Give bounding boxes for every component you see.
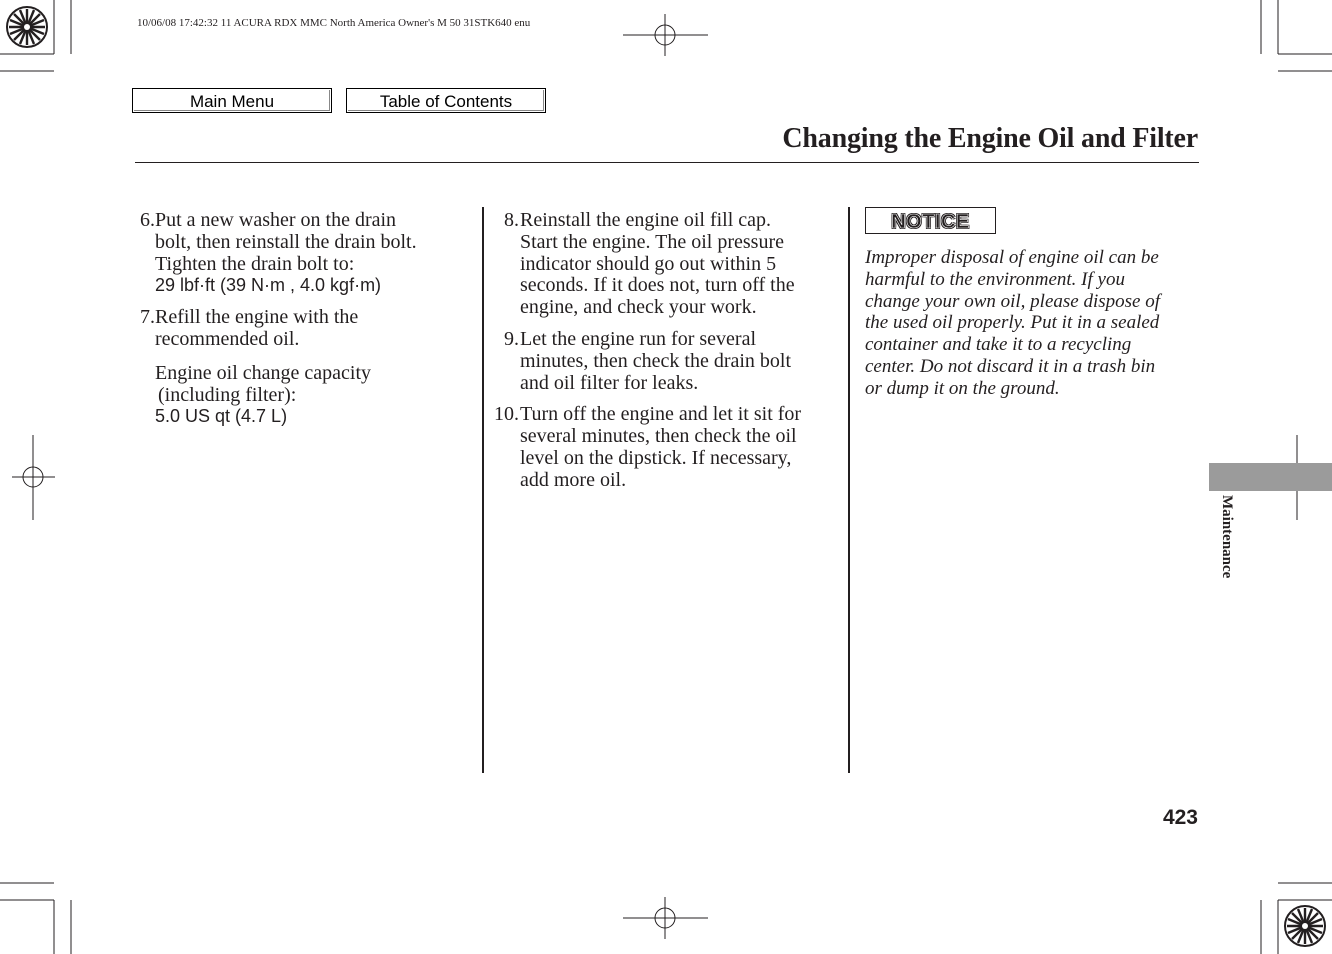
registration-mark-top xyxy=(623,14,708,56)
oil-capacity xyxy=(135,363,475,428)
step-line: Refill the engine with the xyxy=(155,306,359,329)
step-6 xyxy=(135,210,475,297)
capacity-spec: 5.0 US qt (4.7 L) xyxy=(155,406,288,427)
step-line: minutes, then check the drain bolt xyxy=(520,349,792,372)
step-number: 7. xyxy=(140,306,155,329)
step-number: 6. xyxy=(140,209,155,231)
notice-line: center. Do not discard it in a trash bin xyxy=(865,355,1156,377)
step-9 xyxy=(500,329,840,394)
notice-line: harmful to the environment. If you xyxy=(865,268,1125,290)
column-divider xyxy=(482,207,484,773)
step-line: Let the engine run for several xyxy=(520,327,757,350)
main-menu-button[interactable]: Main Menu xyxy=(132,88,332,113)
registration-mark-bottom xyxy=(623,897,708,939)
star-target-bottom-right xyxy=(1285,906,1325,946)
step-line: Start the engine. The oil pressure xyxy=(520,230,785,253)
column-middle xyxy=(494,209,840,502)
registration-mark-left xyxy=(12,435,55,520)
step-line: Put a new washer on the drain xyxy=(155,209,397,231)
step-line: engine, and check your work. xyxy=(520,296,757,319)
notice-line: or dump it on the ground. xyxy=(865,377,1060,399)
step-line: and oil filter for leaks. xyxy=(520,371,699,394)
notice-line: change your own oil, please dispose of xyxy=(865,290,1160,312)
section-tab-bar xyxy=(1209,463,1332,491)
step-number: 9. xyxy=(504,327,519,350)
step-8 xyxy=(500,210,840,319)
star-target-top-left xyxy=(7,7,47,47)
step-line: seconds. If it does not, turn off the xyxy=(520,274,795,297)
step-line: level on the dipstick. If necessary, xyxy=(520,446,792,469)
column-divider xyxy=(848,207,850,773)
table-of-contents-button[interactable]: Table of Contents xyxy=(346,88,546,113)
print-stamp: 10/06/08 17:42:32 11 ACURA RDX MMC North America Owner's M 50 31STK640 enu xyxy=(137,17,531,29)
capacity-line: Engine oil change capacity xyxy=(155,361,372,384)
step-line: several minutes, then check the oil xyxy=(520,425,797,448)
step-line: add more oil. xyxy=(520,468,627,491)
column-left xyxy=(135,210,475,438)
notice-text xyxy=(865,247,1195,400)
step-line: bolt, then reinstall the drain bolt. xyxy=(155,230,417,253)
notice-line: the used oil properly. Put it in a sealed xyxy=(865,312,1160,334)
torque-spec: 29 lbf·ft (39 N·m , 4.0 kgf·m) xyxy=(155,275,382,296)
page-title: Changing the Engine Oil and Filter xyxy=(782,123,1198,154)
title-rule xyxy=(135,162,1199,163)
step-number: 8. xyxy=(504,209,519,231)
step-line: recommended oil. xyxy=(155,327,300,350)
step-10 xyxy=(494,403,840,491)
notice-line: Improper disposal of engine oil can be xyxy=(865,247,1159,268)
page-number: 423 xyxy=(1162,806,1198,829)
capacity-line: (including filter): xyxy=(158,383,297,406)
step-line: Tighten the drain bolt to: xyxy=(155,252,355,275)
step-line: Reinstall the engine oil fill cap. xyxy=(520,209,772,231)
step-7 xyxy=(135,307,475,351)
notice-label: NOTICE xyxy=(865,207,996,234)
section-tab xyxy=(1211,495,1235,605)
section-tab-label: Maintenance xyxy=(1219,495,1235,579)
step-line: Turn off the engine and let it sit for xyxy=(520,403,802,426)
step-line: indicator should go out within 5 xyxy=(520,252,777,275)
step-number: 10. xyxy=(494,403,519,426)
notice-line: container and take it to a recycling xyxy=(865,334,1132,356)
